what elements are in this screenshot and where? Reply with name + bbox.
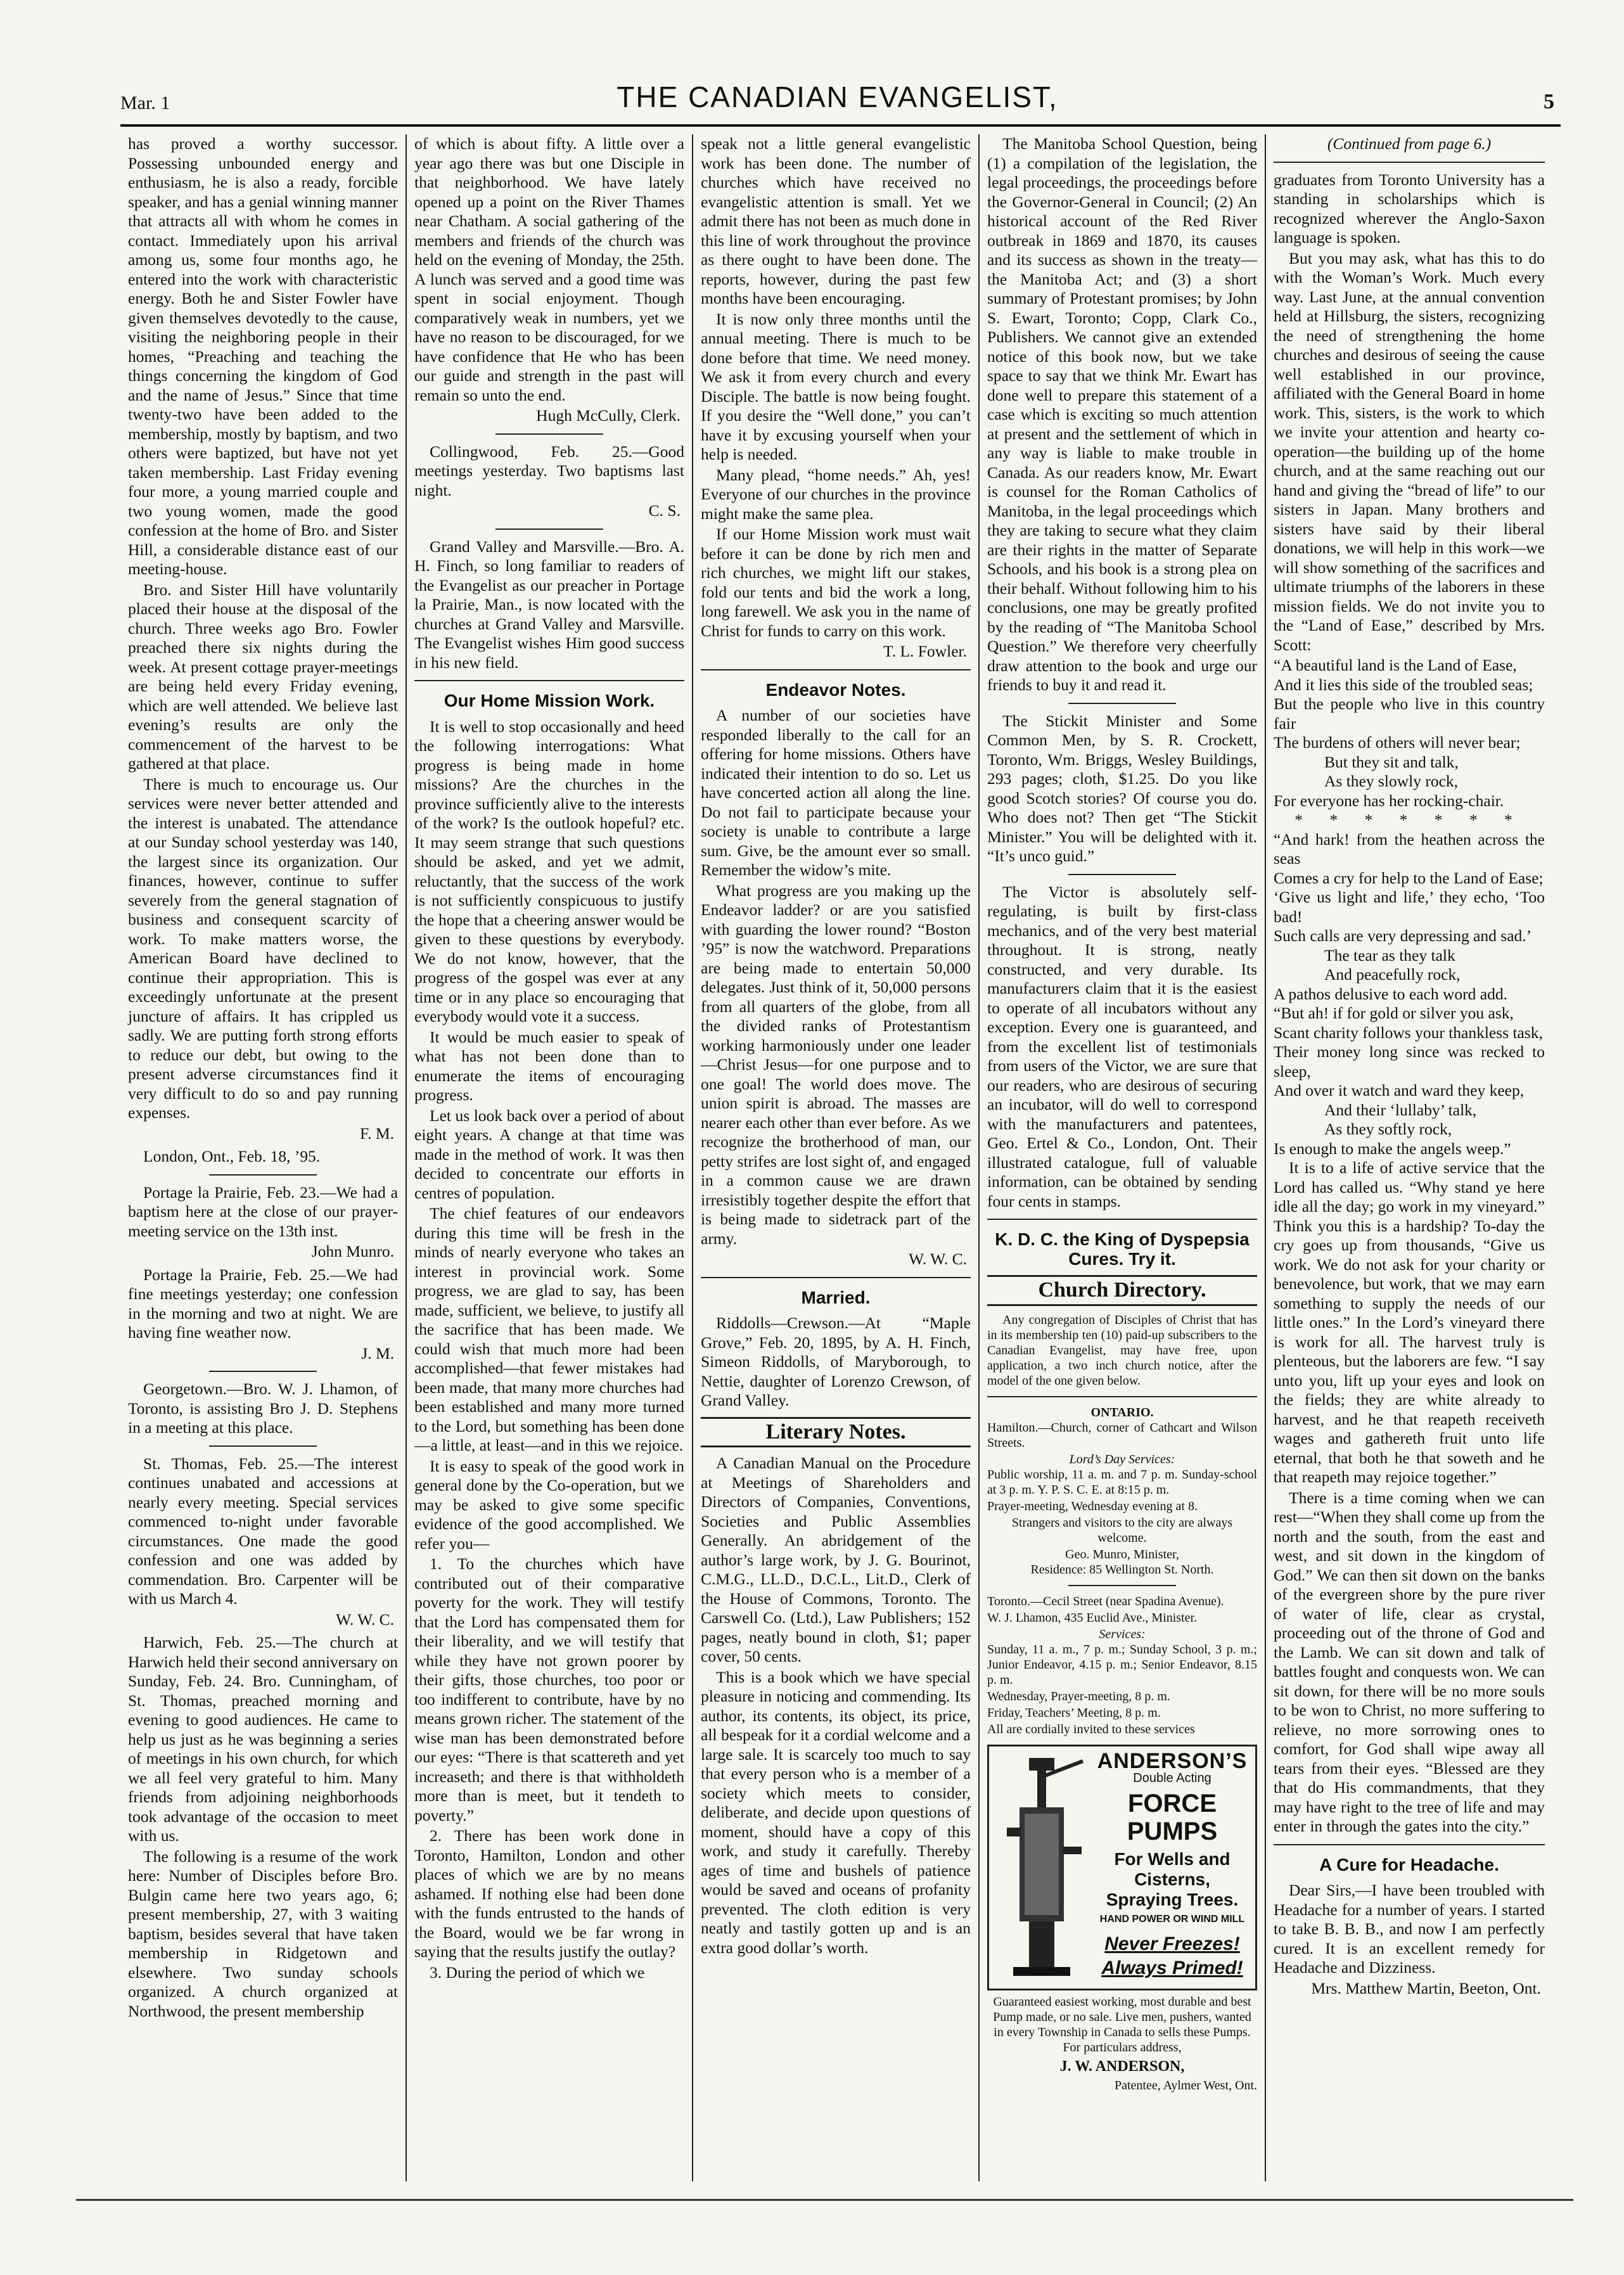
article-text: If our Home Mission work must wait before it can be done by rich men and rich churches, we might lift our stakes, fold our tents and bid the work a long, long farewell. We ask you in the name of Christ for funds to carry on this work.	[701, 525, 971, 640]
article-text: 3. During the period of which we	[430, 1963, 645, 1982]
church-news: Harwich, Feb. 25.—The church at Harwich held their second anniversary on Sunday, Feb. 24. Bro. Cunningham, of St. Thomas, preached morning and evening to good audiences. He came to help us just as he was beginning a series of meetings in his own church, for which we all feel very grateful to him. Many friends from adjoining neighborhoods took advantage of the occasion to meet with us.	[128, 1633, 398, 1845]
church-news: Collingwood, Feb. 25.—Good meetings yesterday. Two baptisms last night.	[414, 442, 684, 499]
hamilton-address: Hamilton.—Church, corner of Cathcart and Wilson Streets.	[987, 1420, 1257, 1450]
article-text: has proved a worthy successor. Possessing unbounded energy and enthusiasm, he is also a ready, forcible speaker, and has a genial winning manner that attracts all with whom he comes in contact. Immediately upon his arrival among us, some four months ago, he entered into the work with characteristic energy. Both he and Sister Fowler have given themselves devotedly to the cause, visiting the neighboring people in their homes, “Preaching and teaching the things concerning the kingdom of God and the name of Jesus.” Since that time twenty-two have been added to the membership, mostly by baptism, and two others were baptized, but have not yet taken membership. Last Friday evening four more, a young married couple and two young women, made the good confession at the home of Bro. and Sister Hill, a considerable distance east of our meeting-house.	[128, 134, 398, 578]
divider	[1274, 1844, 1545, 1845]
poem-line: The tear as they talk	[1324, 945, 1455, 964]
toronto-invite: All are cordially invited to these services	[987, 1722, 1195, 1736]
toronto-friday: Friday, Teachers’ Meeting, 8 p. m.	[987, 1705, 1161, 1720]
column-3	[693, 134, 980, 2181]
ad-subtitle: Double Acting	[1133, 1771, 1212, 1785]
ad-address: Patentee, Aylmer West, Ont.	[1114, 2078, 1257, 2092]
poem-line: Is enough to make the angels weep.”	[1274, 1139, 1511, 1158]
divider	[1068, 703, 1176, 704]
article-text: What progress are you making up the Endeavor ladder? or are you satisfied with guarding the lower round? “Boston ’95” is now the watchword. Preparations are being made to entertain 50,000 delegates. Just think of it, 50,000 persons from all quarters of the globe, from all the divided ranks of Protestantism working harmoniously under one leader—Christ Jesus—for one purpose and to one goal! The world does move. The union spirit is abroad. The masses are nearer each other than ever before. As we recognize the brotherhood of man, our petty strifes are lost sight of, and engaged in a common cause we are drawn irresistibly together despite the effort that is being made to sidetrack part of the army.	[701, 881, 971, 1248]
signature: W. W. C.	[336, 1610, 394, 1629]
services-label: Lord’s Day Services:	[1069, 1452, 1175, 1466]
article-text: A number of our societies have responded liberally to the call for an offering for home missions. Others have indicated their intention to do so. Let us have concerted action all along the line. Do not fail to participate because your society is unable to contribute a large sum. Give, be the amount ever so small. Remember the widow’s mite.	[701, 706, 971, 879]
ad-brand: ANDERSON’S	[1097, 1748, 1248, 1773]
divider	[987, 1396, 1257, 1397]
ad-guarantee: Guaranteed easiest working, most durable and best Pump made, or no sale. Live men, pushers, wanted in every Township in Canada to sells these Pumps. For particulars address,	[993, 1994, 1251, 2054]
marriage-notice: Riddolls—Crewson.—At “Maple Grove,” Feb. 20, 1895, by A. H. Finch, Simeon Riddolls, of Maryborough, to Nettie, daughter of Lorenzo Crewson, of Grand Valley.	[701, 1314, 971, 1409]
toronto-minister: W. J. Lhamon, 435 Euclid Ave., Minister.	[987, 1610, 1198, 1625]
article-text: graduates from Toronto University has a standing in scholarships which is recognized wherever the Anglo-Saxon language is spoken.	[1274, 170, 1545, 247]
bottom-rule	[76, 2199, 1573, 2201]
poem-line: But the people who live in this country fair	[1274, 695, 1545, 733]
province-heading: ONTARIO.	[1090, 1405, 1154, 1419]
ad-always-primed: Always Primed!	[1101, 1958, 1243, 1978]
article-text: It is easy to speak of the good work in general done by the Co-operation, but we may be asked to give some specific evidence of the good accomplished. We refer you—	[414, 1456, 684, 1553]
directory-note: Any congregation of Disciples of Christ that has in its membership ten (10) paid-up subscribers to the Canadian Evangelist, may have free, upon application, a two inch church notice, after the model of the one given below.	[987, 1312, 1257, 1388]
column-2	[407, 134, 693, 2181]
ad-never-freezes: Never Freezes!	[1104, 1933, 1240, 1954]
poem-line: “And hark! from the heathen across the seas	[1274, 830, 1545, 868]
signature: John Munro.	[311, 1242, 394, 1260]
poem-line: The burdens of others will never bear;	[1274, 733, 1521, 752]
poem-line: Such calls are very depressing and sad.’	[1274, 926, 1532, 945]
divider	[701, 669, 971, 670]
toronto-address: Toronto.—Cecil Street (near Spadina Avenue).	[987, 1594, 1224, 1608]
poem-line: Scant charity follows your thankless task,	[1274, 1023, 1543, 1042]
divider	[496, 529, 603, 530]
signature: Hugh McCully, Clerk.	[536, 406, 681, 425]
pump-advertisement	[987, 1745, 1257, 1990]
poem-line: But they sit and talk,	[1324, 752, 1459, 771]
section-stars: * * * * * * *	[1295, 811, 1524, 829]
church-news: The following is a resume of the work here: Number of Disciples before Bro. Bulgin came here two years ago, 6; present membership, 27, with 3 waiting baptism, besides several that have taken membership in Ridgetown and elsewhere. Two sunday schools organized. A church organized at Northwood, the present membership	[128, 1847, 398, 2020]
poem-line: For everyone has her rocking-chair.	[1274, 791, 1504, 810]
services-label: Services:	[1099, 1627, 1146, 1641]
church-directory-heading: Church Directory.	[987, 1275, 1257, 1306]
poem-line: As they slowly rock,	[1324, 772, 1459, 790]
church-news: Portage la Prairie, Feb. 23.—We had a baptism here at the close of our prayer-meeting service on the 13th inst.	[128, 1182, 398, 1240]
divider	[1274, 162, 1545, 163]
poem-line: ‘Give us light and life,’ they echo, ‘Too bad!	[1274, 888, 1545, 926]
hamilton-welcome: Strangers and visitors to the city are always welcome.	[1011, 1515, 1233, 1545]
article-text: Let us look back over a period of about eight years. A change at that time was made in the method of work. It was then decided to concentrate our efforts in centres of population.	[414, 1106, 684, 1202]
church-news: St. Thomas, Feb. 25.—The interest continues unabated and accessions at nearly every meeting. Special services commenced to-night under favorable circumstances. One made the good confession and one was added by commendation. Bro. Carpenter will be with us March 4.	[128, 1454, 398, 1608]
section-heading: Married.	[801, 1287, 871, 1307]
column-5	[1266, 134, 1552, 2181]
poem-line: And peacefully rock,	[1324, 965, 1461, 984]
toronto-sunday: Sunday, 11 a. m., 7 p. m.; Sunday School, 3 p. m.; Junior Endeavor, 4.15 p. m.; Senior Endeavor, 8.15 p. m.	[987, 1642, 1257, 1687]
poem-stanza-1	[1274, 656, 1545, 811]
article-text: of which is about fifty. A little over a year ago there was but one Disciple in that neighborhood. We have lately opened up a point on the River Thames near Chatham. A social gathering of the members and friends of the church was held on the evening of Monday, the 25th. A lunch was served and a good time was spent in social enjoyment. Though comparatively weak in numbers, yet we have no reason to be discouraged, for we have confidence that He who has been our guide and strength in the past will remain so unto the end.	[414, 134, 684, 404]
ad-name: J. W. ANDERSON,	[1059, 2058, 1185, 2075]
article-text: Bro. and Sister Hill have voluntarily placed their house at the disposal of the church. Three weeks ago Bro. Fowler preached there six nights during the week. At present cottage prayer-meetings are being held every Friday evening, which are well attended. We believe last evening’s results are only the commencement of the harvest to be gathered at that place.	[128, 580, 398, 772]
divider	[1068, 1585, 1176, 1586]
article-text: The chief features of our endeavors during this time will be fresh in the minds of nearly everyone who takes an interest in provincial work. Some progress, we are glad to say, has been made, sufficient, we believe, to justify all the sacrifice that has been made. We could wish that much more had been accomplished—that fewer mistakes had been made, that many more churches had been established and many more turned to the Lord, but something has been done—a little, at least—and in this we rejoice.	[414, 1204, 684, 1454]
issue-date: Mar. 1	[120, 93, 170, 113]
poem-line: “But ah! if for gold or silver you ask,	[1274, 1004, 1514, 1022]
hamilton-minister: Geo. Munro, Minister,	[1065, 1547, 1179, 1561]
review-text: The Victor is absolutely self-regulating, is built by first-class mechanics, and of the very best material throughout. It is strong, neatly constructed, and very durable. Its manufacturers claim that it is the easiest to operate of all incubators without any exception. Every one is guaranteed, and from the excellent list of testimonials from users of the Victor, we are sure that our readers, who are desirous of securing an incubator, will do well to correspond with the manufacturers and patentees, Geo. Ertel & Co., London, Ont. Their illustrated catalogue, full of valuable information, can be obtained by sending four cents in stamps.	[987, 882, 1257, 1210]
signature: F. M.	[360, 1124, 394, 1143]
church-news: Portage la Prairie, Feb. 25.—We had fine meetings yesterday; one confession in the morning and two at night. We are having fine weather now.	[128, 1265, 398, 1342]
church-news: Georgetown.—Bro. W. J. Lhamon, of Toronto, is assisting Bro J. D. Stephens in a meeting at this place.	[128, 1380, 398, 1437]
article-text: It is now only three months until the annual meeting. There is much to be done before that time. We need money. We ask it from every church and every Disciple. The battle is now being fought. If you desire the “Well done,” you can’t have it by excusing yourself when your help is needed.	[701, 309, 971, 463]
continued-note: (Continued from page 6.)	[1327, 134, 1492, 153]
divider	[1068, 874, 1176, 875]
signature: Mrs. Matthew Martin, Beeton, Ont.	[1311, 1978, 1541, 1997]
article-text: Many plead, “home needs.” Ah, yes! Everyone of our churches in the province might make the same plea.	[701, 465, 971, 523]
page-number: 5	[1544, 90, 1554, 113]
article-text: speak not a little general evangelistic work has been done. The number of churches which have received no evangelistic attention is small. Yet we admit there has not been as much done in this line of work throughout the province as there ought to have been done. The reports, however, during the past few months have been encouraging.	[701, 134, 971, 307]
hamilton-prayer: Prayer-meeting, Wednesday evening at 8.	[987, 1499, 1198, 1513]
testimonial-text: Dear Sirs,—I have been troubled with Headache for a number of years. I started to take B. B. B., and now I am perfectly cured. It is an excellent remedy for Headache and Dizziness.	[1274, 1881, 1545, 1977]
church-news: Grand Valley and Marsville.—Bro. A. H. Finch, so long familiar to readers of the Evangelist as our preacher in Portage la Prairie, Man., is now located with the churches at Grand Valley and Marsville. The Evangelist wishes Him good success in his new field.	[414, 537, 684, 672]
signature: W. W. C.	[909, 1250, 967, 1268]
article-text: It is well to stop occasionally and heed the following interrogations: What progress is being made in home missions? Are the churches in the province sufficiently alive to the interests of the work? Is the outlook hopeful? etc. It may seem strange that such questions should be asked, and yet we admit, reluctantly, that the success of the work is not sufficiently conspicuous to justify the hope that a cheering answer would be given to these questions by everybody. We do not know, however, that the progress of the gospel was ever at any time or in any place so encouraging that everybody would vote it a success.	[414, 717, 684, 1025]
force-pump-illustration	[994, 1752, 1089, 1980]
ad-power: HAND POWER OR WIND MILL	[1099, 1914, 1245, 1925]
ad-uses: For Wells and Cisterns, Spraying Trees.	[1106, 1849, 1239, 1909]
divider	[209, 1174, 317, 1176]
dateline: London, Ont., Feb. 18, ’95.	[143, 1147, 321, 1165]
poem-line: As they softly rock,	[1324, 1120, 1452, 1138]
divider	[701, 1277, 971, 1278]
signature: T. L. Fowler.	[883, 642, 967, 660]
signature: C. S.	[648, 501, 681, 520]
poem-line: Comes a cry for help to the Land of Ease;	[1274, 868, 1544, 887]
hamilton-residence: Residence: 85 Wellington St. North.	[1030, 1562, 1214, 1577]
poem-line: And their ‘lullaby’ talk,	[1324, 1100, 1477, 1119]
poem-line: “A beautiful land is the Land of Ease,	[1274, 656, 1517, 674]
poem-line: And it lies this side of the troubled seas;	[1274, 675, 1533, 694]
section-heading: A Cure for Headache.	[1319, 1854, 1499, 1874]
columns	[120, 134, 1552, 2181]
article-text: It is to a life of active service that the Lord has called us. “Why stand ye here idle all the day; go work in my vineyard.” Think you this is a hardship? To-day the cry goes up from thousands, “Give us work. We do not ask for your charity or benevolence, but work, that we may earn something to supply the needs of our little ones.” In the Lord’s vineyard there is work for all. The harvest truly is plenteous, but the laborers are few. “I say unto you, lift up your eyes and look on the fields; they are white already to harvest, and he that reapeth receiveth wages and gathereth fruit unto life eternal, that both he that soweth and he that reapeth may rejoice together.”	[1274, 1158, 1545, 1486]
article-text: There is much to encourage us. Our services were never better attended and the interest is unabated. The attendance at our Sunday school yesterday was 140, the largest since its organization. Our finances, however, continue to suffer severely from the general stagnation of business and consequent scarcity of work. To make matters worse, the American Board have declined to continue their appropriation. This is exceedingly unfortunate at the present juncture of affairs. It has crippled us sadly. We are putting forth strong efforts to reduce our debt, but owing to the present adverse circumstances find it very difficult to do so and pay running expenses.	[128, 774, 398, 1122]
literary-notes-heading: Literary Notes.	[701, 1417, 971, 1448]
divider	[496, 433, 603, 435]
divider	[209, 1371, 317, 1372]
paper-title: THE CANADIAN EVANGELIST,	[617, 80, 1058, 113]
section-heading: Endeavor Notes.	[765, 679, 906, 700]
review-text: A Canadian Manual on the Procedure at Meetings of Shareholders and Directors of Companies, Conventions, Societies and Public Assemblies Generally. An abridgement of the author’s large work, by J. G. Bourinot, C.M.G., LL.D., D.C.L., Lit.D., Clerk of the House of Commons, Toronto. The Carswell Co. (Ltd.), Law Publishers; 152 pages, neatly bound in cloth, $1; paper cover, 50 cents.	[701, 1454, 971, 1665]
signature: J. M.	[361, 1343, 394, 1362]
review-text: This is a book which we have special pleasure in noticing and commending. Its author, its contents, its object, its price, all bespeak for it a cordial welcome and a large sale. It is scarcely too much to say that every person who is a member of a society which meets to consider, deliberate, and decide upon questions of moment, should have a copy of this work, and study it carefully. Thereby ages of time and bushels of patience would be saved and oceans of profanity prevented. The cloth edition is very neatly and tastily gotten up and is an extra good dollar’s worth.	[701, 1667, 971, 1957]
article-text: But you may ask, what has this to do with the Woman’s Work. Much every way. Last June, at the annual convention held at Hillsburg, the sisters, recognizing the need of strengthening the home churches and desirous of seeing the cause well established in our province, affiliated with the General Board in home work. This, sisters, is the work to which we invite your attention and hearty co-operation—the building up of the home church, and at the same reaching out our hand and giving the “bread of life” to our sisters in Japan. Many brothers and sisters have said by their liberal donations, we will help in this work—we will show something of the sacrifices and ultimate triumphs of the laborers in these mission fields. We do not invite you to the “Land of Ease,” described by Mrs. Scott:	[1274, 248, 1545, 654]
article-text: There is a time coming when we can rest—“When they shall come up from the north and the south, from the east and west, and sit down in the kingdom of God.” We can then sit down on the banks of the evergreen shore by the pure river of water of life, clear as crystal, proceeding out of the throne of God and the Lamb. We can sit down and talk of battles fought and conquests won. We can sit down, for there will be no more souls to be won to Christ, no more suffering to relieve, no more sorrowing ones to comfort, for God shall wipe away all tears from their eyes. “Blessed are they that do His commandments, that they may have right to the tree of life and may enter in through the gates into the city.”	[1274, 1488, 1545, 1835]
masthead	[120, 76, 1554, 114]
divider	[414, 680, 684, 681]
toronto-wednesday: Wednesday, Prayer-meeting, 8 p. m.	[987, 1689, 1170, 1703]
poem-stanza-2	[1274, 830, 1545, 1159]
poem-line: A pathos delusive to each word add.	[1274, 984, 1507, 1003]
divider	[987, 1219, 1257, 1220]
column-4	[980, 134, 1266, 2181]
hamilton-services: Public worship, 11 a. m. and 7 p. m. Sunday-school at 3 p. m. Y. P. S. C. E. at 8:15 p. m.	[987, 1467, 1257, 1497]
column-1	[120, 134, 407, 2181]
ad-product: FORCE PUMPS	[1127, 1790, 1218, 1845]
review-text: The Stickit Minister and Some Common Men, by S. R. Crockett, Toronto, Wm. Briggs, Wesley Buildings, 293 pages; cloth, $1.25. Do you like good Scotch stories? Of course you do. Who does not? Then get “The Stickit Minister.” You will be delighted with it. “It’s unco guid.”	[987, 711, 1257, 865]
article-text: 2. There has been work done in Toronto, Hamilton, London and other places of which we are by no means ashamed. If nothing else had been done with the funds entrusted to the hands of the Board, would we be far wrong in saying that the results justify the outlay?	[414, 1826, 684, 1961]
kdc-advert: K. D. C. the King of Dyspepsia Cures. Try it.	[995, 1229, 1250, 1269]
divider	[209, 1445, 317, 1447]
article-text: 1. To the churches which have contributed out of their comparative poverty for the work. They will testify that the Lord has compensated them for their liberality, and we will testify that while they have not grown poorer by their gifts, those churches, too poor or too indifferent to contribute, have by no means grown richer. The statement of the wise man has been demonstrated before our eyes: “There is that scattereth and yet increaseth; and there is that withholdeth more than is meet, but it tendeth to poverty.”	[414, 1554, 684, 1824]
section-heading: Our Home Mission Work.	[444, 691, 655, 710]
poem-line: Their money long since was recked to sleep,	[1274, 1042, 1545, 1080]
masthead-rule	[120, 124, 1561, 127]
article-text: It would be much easier to speak of what has not been done than to enumerate the items of encouraging progress.	[414, 1027, 684, 1104]
pump-ad-text	[1094, 1748, 1250, 1983]
poem-line: And over it watch and ward they keep,	[1274, 1081, 1525, 1099]
review-text: The Manitoba School Question, being (1) a compilation of the legislation, the legal proceedings, the proceedings before the Governor-General in Council; (2) An historical account of the Red River outbreak in 1869 and 1870, its causes and its success as shown in the treaty—the Manitoba Act; and (3) a short summary of Protestant promises; by John S. Ewart, Toronto; Copp, Clark Co., Publishers. We cannot give an extended notice of this book now, but we take space to say that we think Mr. Ewart has done well to prepare this statement of a case which is exciting so much attention at present and the settlement of which in any way is liable to make trouble in Canada. As our readers know, Mr. Ewart is counsel for the Roman Catholics of Manitoba, in the legal proceedings which they are taking to secure what they claim are their rights in the matter of Separate Schools, and his book is a strong plea on their behalf. Without following him to his conclusions, one may be greatly profited by the reading of “The Manitoba School Question.” We therefore very cheerfully draw attention to the book and urge our friends to buy it and read it.	[987, 134, 1257, 694]
